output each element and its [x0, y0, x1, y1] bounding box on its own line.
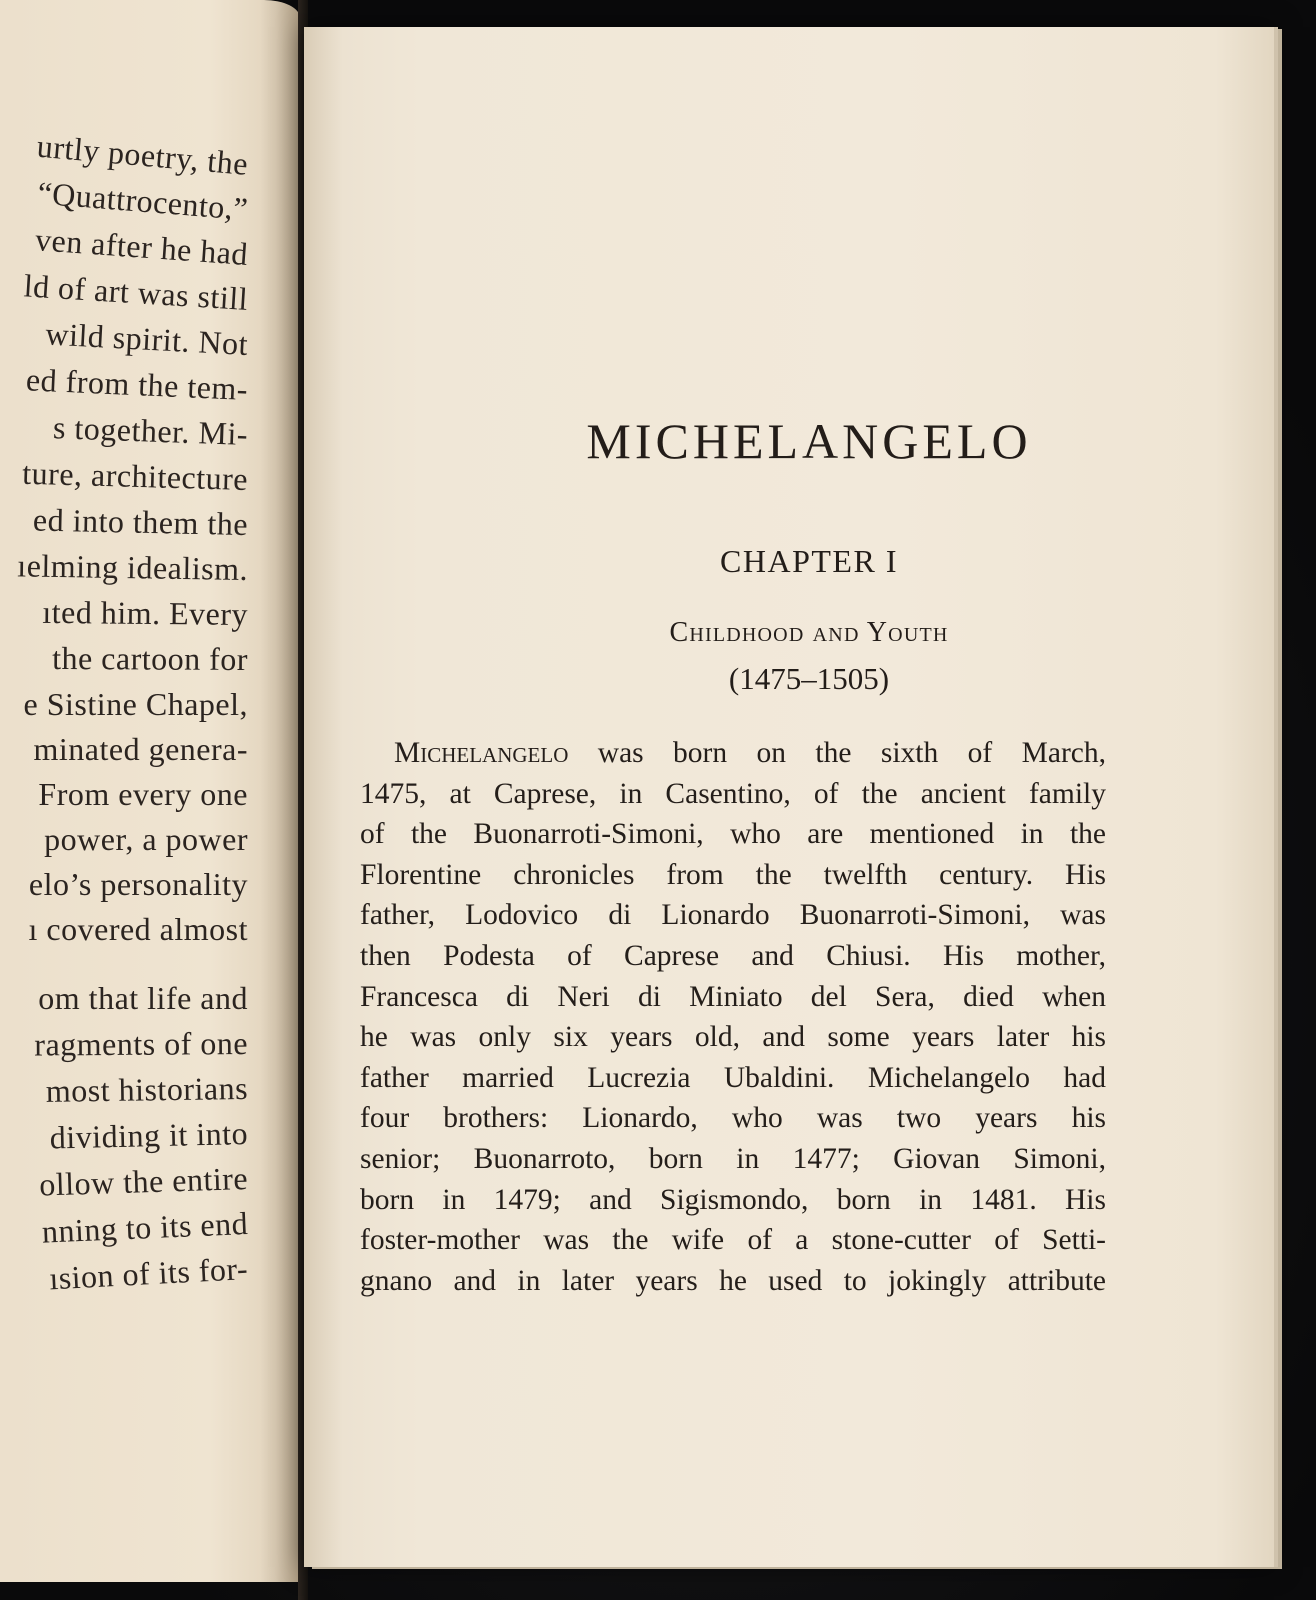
opening-word: Michelangelo: [394, 737, 569, 769]
left-page-line: most historians: [45, 1070, 249, 1109]
left-page-line: s together. Mi-: [52, 409, 249, 452]
chapter-paragraph: [360, 733, 1106, 1301]
paragraph-line: father married Lucrezia Ubaldini. Michelangelo had: [360, 1061, 1106, 1094]
left-page-line: ture, architecture: [21, 454, 249, 497]
date-range: (1475–1505): [728, 661, 890, 696]
paragraph-line: gnano and in later years he used to jokingly attribute: [360, 1264, 1106, 1297]
book-title: MICHELANGELO: [586, 413, 1032, 469]
left-page-line: power, a power: [44, 821, 248, 857]
left-page-line: elo’s personality: [28, 866, 248, 902]
paragraph-line: he was only six years old, and some years later his: [360, 1021, 1106, 1054]
chapter-heading: CHAPTER I: [720, 543, 898, 579]
paragraph-line: then Podesta of Caprese and Chiusi. His mother,: [360, 939, 1106, 972]
paragraph-line: father, Lodovico di Lionardo Buonarroti-Simoni, was: [360, 899, 1106, 932]
left-page-line: ısion of its for-: [48, 1250, 249, 1297]
left-page-line: nning to its end: [41, 1205, 249, 1250]
left-page-line: the cartoon for: [52, 639, 249, 677]
left-page-line: ragments of one: [34, 1025, 249, 1063]
left-page-line: e Sistine Chapel,: [23, 686, 248, 722]
left-page-text: [0, 127, 250, 1297]
left-page-line: ven after he had: [34, 221, 250, 272]
left-page-line: ıted him. Every: [42, 593, 249, 632]
paragraph-line: four brothers: Lionardo, who was two years his: [360, 1102, 1106, 1135]
left-page-line: urtly poetry, the: [35, 127, 250, 182]
left-page-line: ed into them the: [32, 501, 249, 542]
left-page-line: From every one: [38, 776, 248, 812]
section-title: Childhood and Youth: [669, 617, 949, 648]
left-facing-page: [0, 0, 300, 1582]
paragraph-line-text: was born on the sixth of March,: [568, 737, 1106, 769]
left-page-line: wild spirit. Not: [44, 315, 249, 362]
left-page-line: om that life and: [38, 980, 248, 1016]
left-page-line: minated genera-: [33, 731, 248, 767]
paragraph-line: Francesca di Neri di Miniato del Sera, died when: [360, 980, 1106, 1013]
left-page-line: ld of art was still: [22, 267, 250, 317]
left-page-line: ıelming idealism.: [17, 547, 249, 587]
paragraph-line: [360, 733, 1106, 774]
paragraph-line: foster-mother was the wife of a stone-cutter of Setti-: [360, 1224, 1106, 1257]
paragraph-line: Florentine chronicles from the twelfth century. His: [360, 858, 1106, 891]
left-page-line: dividing it into: [49, 1115, 249, 1156]
paragraph-line: senior; Buonarroto, born in 1477; Giovan Simoni,: [360, 1142, 1106, 1175]
left-page-line: ı covered almost: [28, 911, 248, 947]
left-page-line: ollow the entire: [38, 1160, 249, 1203]
left-page-line: ed from the tem-: [25, 361, 249, 407]
left-page-line: “Quattrocento,”: [36, 174, 250, 227]
right-page: [304, 27, 1274, 1567]
paragraph-line: of the Buonarroti-Simoni, who are mentioned in the: [360, 818, 1106, 851]
paragraph-line: 1475, at Caprese, in Casentino, of the ancient family: [360, 777, 1106, 810]
paragraph-line: born in 1479; and Sigismondo, born in 1481. His: [360, 1183, 1106, 1216]
